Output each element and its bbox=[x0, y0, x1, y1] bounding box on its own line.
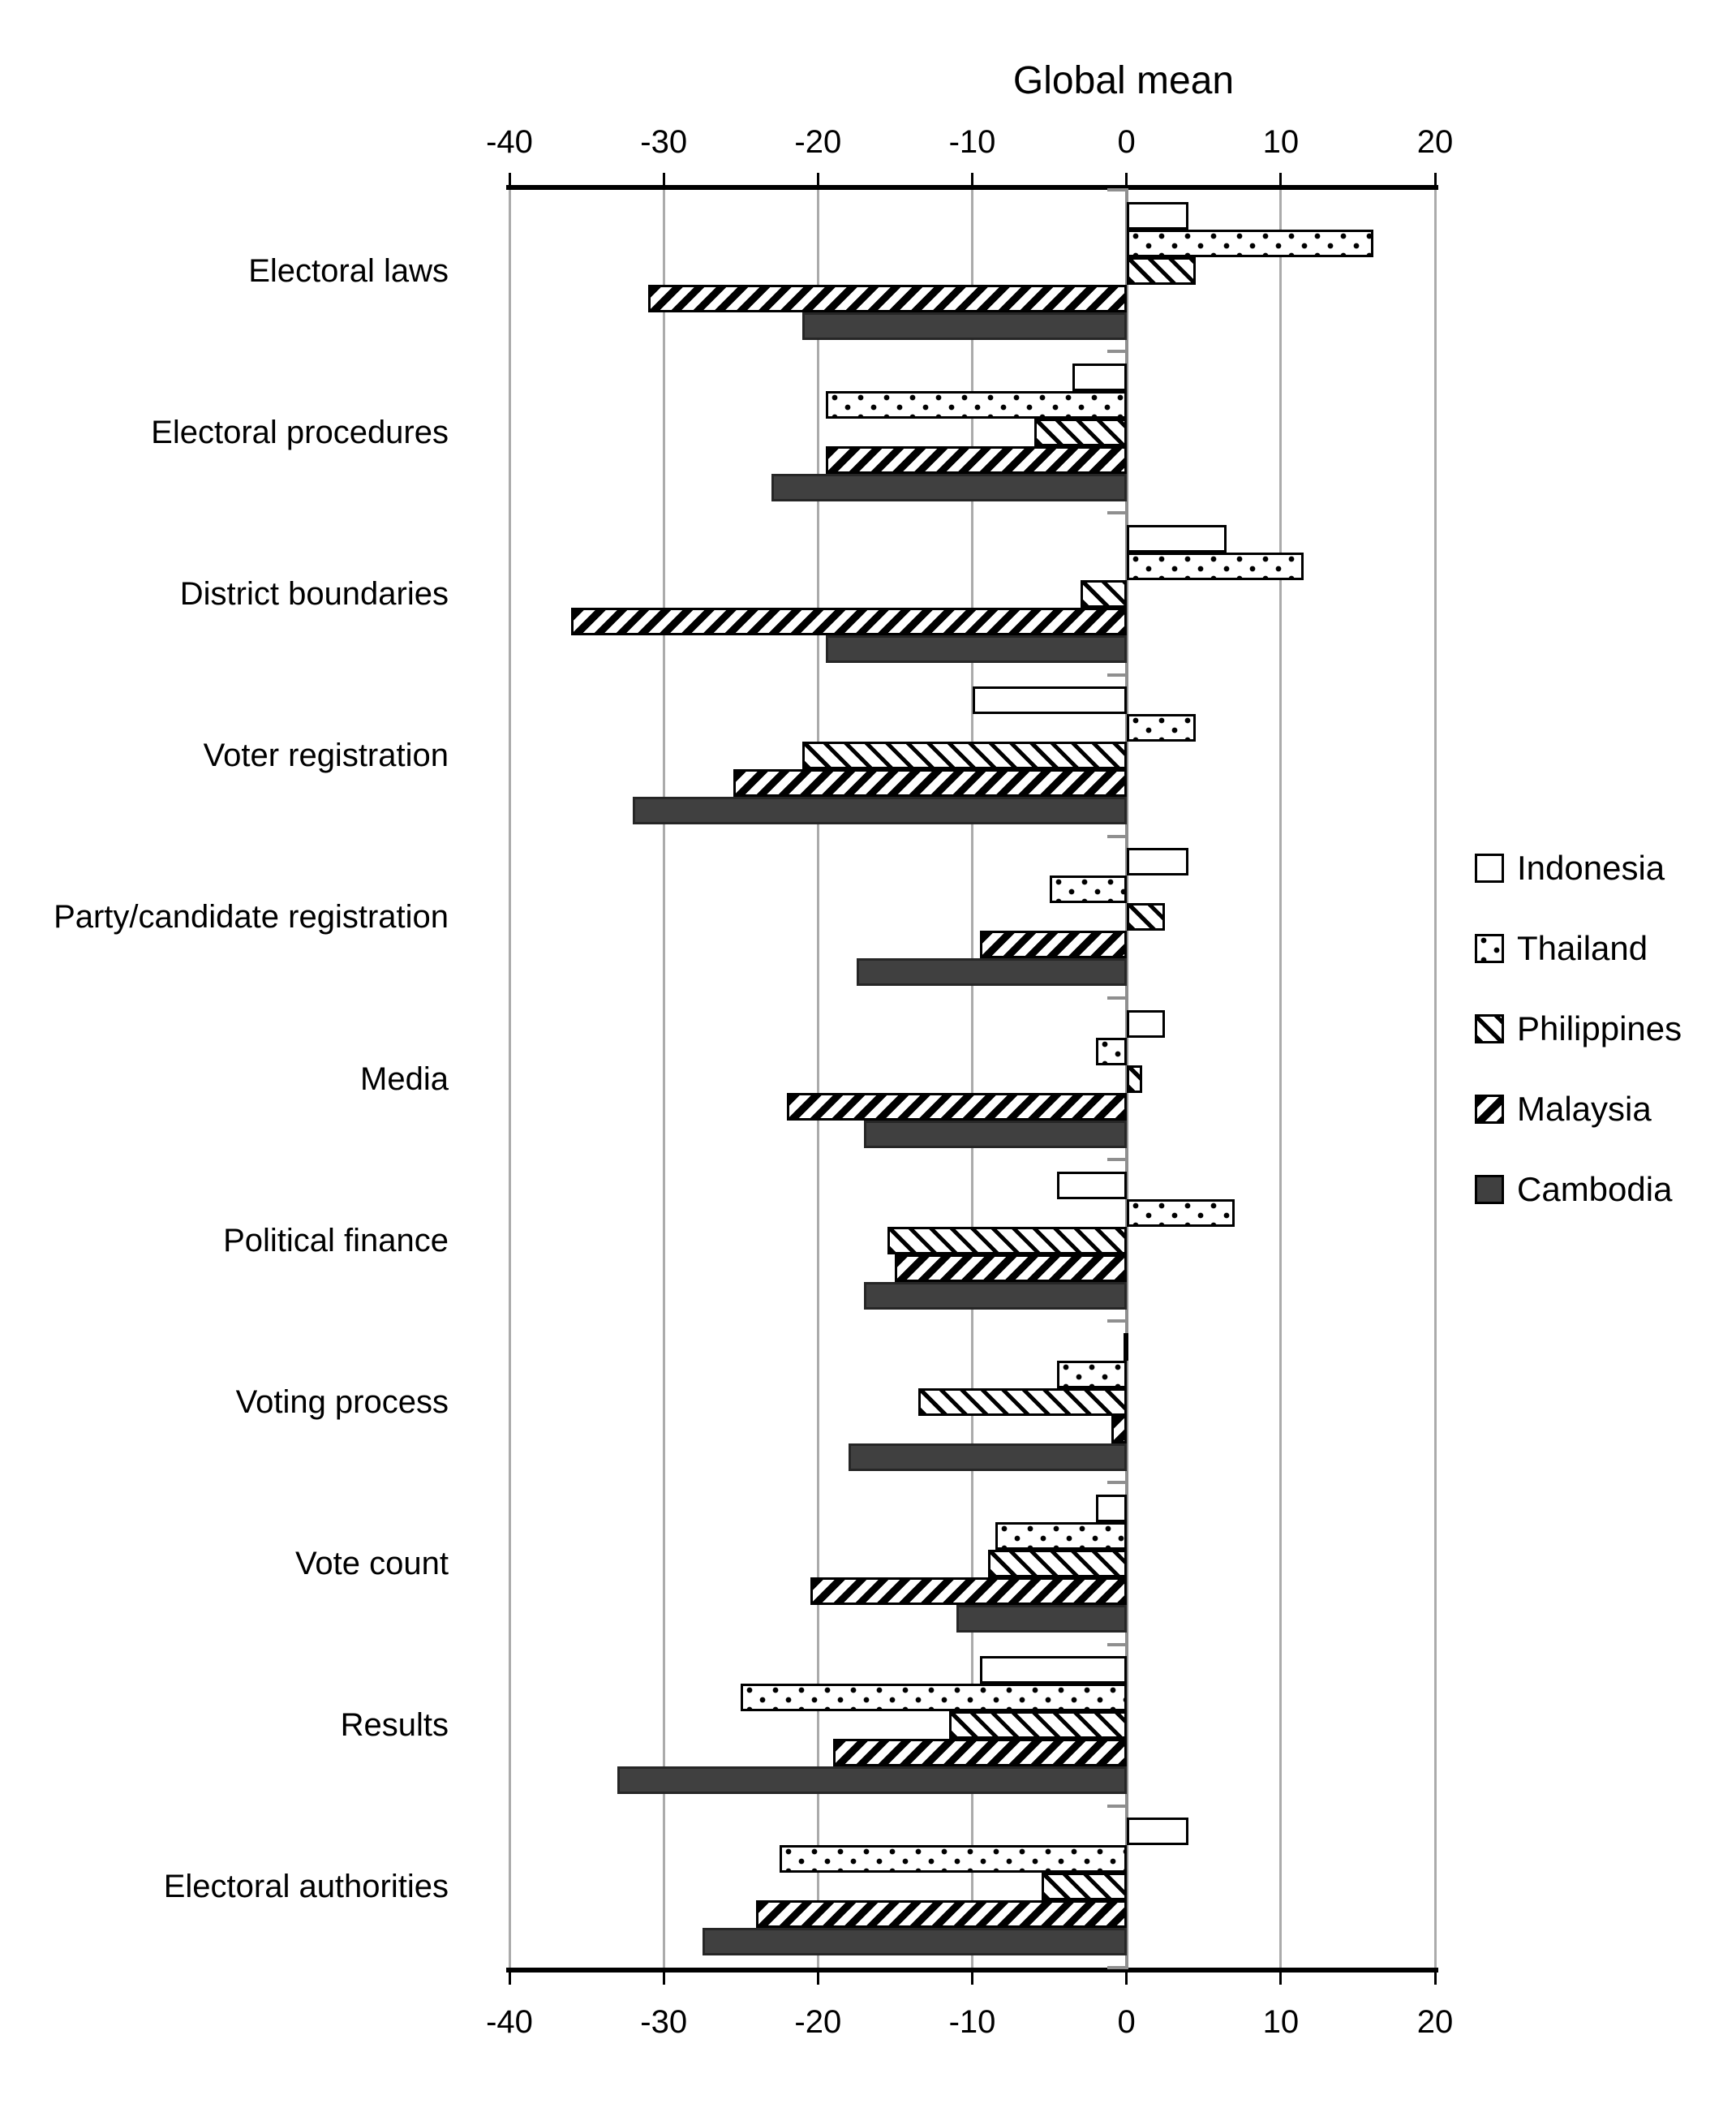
bar-thailand bbox=[1127, 230, 1373, 257]
legend-item bbox=[1475, 929, 1682, 968]
x-tick-label-bottom: -40 bbox=[486, 2004, 533, 2040]
bar-philippines bbox=[1081, 580, 1127, 608]
bar-malaysia bbox=[571, 608, 1127, 635]
category-label: Results bbox=[340, 1707, 449, 1744]
category-label: Vote count bbox=[294, 1546, 449, 1582]
bar-thailand bbox=[1127, 553, 1304, 580]
bar-cambodia bbox=[703, 1928, 1127, 1955]
category-tick bbox=[1107, 996, 1128, 1000]
x-tick-label-top: -10 bbox=[948, 124, 996, 160]
bar-thailand bbox=[1050, 875, 1127, 903]
legend-label: Cambodia bbox=[1517, 1170, 1673, 1208]
bar-philippines bbox=[1127, 903, 1166, 931]
bar-thailand bbox=[1127, 714, 1197, 742]
bar-cambodia bbox=[956, 1605, 1126, 1633]
bar-malaysia bbox=[895, 1254, 1126, 1282]
bar-malaysia bbox=[648, 285, 1127, 312]
bar-indonesia bbox=[1096, 1495, 1127, 1522]
category-tick bbox=[1107, 1319, 1128, 1323]
x-tick-label-bottom: -10 bbox=[948, 2004, 996, 2040]
category-label: Electoral authorities bbox=[163, 1869, 449, 1905]
category-axis bbox=[0, 190, 509, 1968]
category-label: District boundaries bbox=[179, 575, 449, 612]
bar-thailand bbox=[741, 1684, 1126, 1711]
bar-cambodia bbox=[826, 635, 1127, 663]
bar-thailand bbox=[826, 391, 1127, 419]
bar-indonesia bbox=[1124, 1333, 1128, 1361]
axis-tick bbox=[663, 173, 665, 185]
gridline bbox=[1434, 190, 1437, 1968]
bar-philippines bbox=[1127, 1065, 1142, 1093]
bar-indonesia bbox=[1127, 1010, 1166, 1038]
category-tick bbox=[1107, 1966, 1128, 1969]
legend-swatch-indonesia bbox=[1475, 854, 1504, 883]
bar-indonesia bbox=[1127, 202, 1188, 230]
legend-item bbox=[1475, 1170, 1682, 1209]
x-tick-label-bottom: -30 bbox=[640, 2004, 688, 2040]
bar-malaysia bbox=[980, 931, 1127, 958]
x-tick-label-top: 10 bbox=[1262, 124, 1300, 160]
axis-tick bbox=[971, 1972, 973, 1985]
category-tick bbox=[1107, 188, 1128, 191]
x-tick-label-top: 0 bbox=[1117, 124, 1136, 160]
legend-item bbox=[1475, 1009, 1682, 1048]
x-tick-label-top: -30 bbox=[640, 124, 688, 160]
bar-indonesia bbox=[1127, 848, 1188, 875]
bar-philippines bbox=[1034, 419, 1127, 446]
x-tick-label-bottom: 20 bbox=[1416, 2004, 1454, 2040]
category-tick bbox=[1107, 511, 1128, 514]
category-tick bbox=[1107, 1643, 1128, 1646]
legend-swatch-thailand bbox=[1475, 934, 1504, 963]
bar-thailand bbox=[1096, 1038, 1127, 1065]
bar-thailand bbox=[995, 1522, 1127, 1550]
axis-tick bbox=[1434, 173, 1437, 185]
axis-line-top bbox=[506, 185, 1438, 190]
x-tick-label-top: 20 bbox=[1416, 124, 1454, 160]
axis-tick bbox=[1125, 173, 1128, 185]
bar-cambodia bbox=[771, 474, 1126, 501]
legend-label: Philippines bbox=[1517, 1009, 1682, 1048]
legend-swatch-cambodia bbox=[1475, 1175, 1504, 1204]
bar-philippines bbox=[802, 742, 1126, 769]
bar-cambodia bbox=[802, 312, 1126, 340]
axis-tick bbox=[1125, 1972, 1128, 1985]
bar-philippines bbox=[918, 1388, 1127, 1416]
category-tick bbox=[1107, 1481, 1128, 1484]
category-tick bbox=[1107, 673, 1128, 677]
category-tick bbox=[1107, 835, 1128, 838]
axis-tick bbox=[1279, 1972, 1282, 1985]
bar-malaysia bbox=[787, 1093, 1126, 1121]
x-tick-label-bottom: 10 bbox=[1262, 2004, 1300, 2040]
bar-cambodia bbox=[849, 1443, 1126, 1471]
axis-tick bbox=[817, 173, 819, 185]
category-tick bbox=[1107, 1158, 1128, 1161]
category-label: Voting process bbox=[235, 1383, 449, 1420]
bar-indonesia bbox=[1127, 1818, 1188, 1845]
bar-cambodia bbox=[857, 958, 1127, 986]
category-tick bbox=[1107, 1805, 1128, 1808]
bar-malaysia bbox=[833, 1739, 1126, 1766]
legend-swatch-philippines bbox=[1475, 1014, 1504, 1043]
category-label: Electoral laws bbox=[248, 252, 449, 289]
bar-philippines bbox=[1042, 1873, 1127, 1900]
bar-thailand bbox=[780, 1845, 1127, 1873]
bar-philippines bbox=[887, 1227, 1127, 1254]
axis-tick bbox=[509, 1972, 511, 1985]
bar-indonesia bbox=[973, 686, 1127, 714]
bar-cambodia bbox=[864, 1121, 1126, 1148]
bar-indonesia bbox=[1072, 364, 1127, 391]
bar-indonesia bbox=[1127, 525, 1227, 553]
bar-philippines bbox=[949, 1711, 1127, 1739]
legend-label: Malaysia bbox=[1517, 1090, 1652, 1128]
axis-tick bbox=[817, 1972, 819, 1985]
gridline bbox=[663, 190, 665, 1968]
bar-malaysia bbox=[756, 1900, 1126, 1928]
chart-title: Global mean bbox=[1012, 59, 1235, 102]
bar-malaysia bbox=[1111, 1416, 1127, 1443]
gridline bbox=[1279, 190, 1282, 1968]
axis-tick bbox=[509, 173, 511, 185]
bar-malaysia bbox=[733, 769, 1127, 797]
x-tick-label-bottom: -20 bbox=[794, 2004, 842, 2040]
axis-tick bbox=[1279, 173, 1282, 185]
axis-tick bbox=[663, 1972, 665, 1985]
legend-swatch-malaysia bbox=[1475, 1095, 1504, 1124]
category-tick bbox=[1107, 350, 1128, 353]
bar-philippines bbox=[1127, 257, 1197, 285]
bar-cambodia bbox=[633, 797, 1127, 824]
axis-line-bottom bbox=[506, 1968, 1438, 1972]
x-tick-label-top: -20 bbox=[794, 124, 842, 160]
bar-thailand bbox=[1127, 1199, 1235, 1227]
bar-cambodia bbox=[617, 1766, 1127, 1794]
plot-area bbox=[486, 124, 1454, 2040]
category-label: Media bbox=[360, 1060, 449, 1097]
bar-thailand bbox=[1057, 1361, 1127, 1388]
legend-label: Thailand bbox=[1517, 929, 1648, 967]
x-tick-label-bottom: 0 bbox=[1117, 2004, 1136, 2040]
legend bbox=[1475, 849, 1682, 1209]
bar-indonesia bbox=[1057, 1172, 1127, 1199]
bar-malaysia bbox=[810, 1577, 1127, 1605]
category-label: Electoral procedures bbox=[151, 414, 449, 450]
category-label: Party/candidate registration bbox=[54, 899, 449, 936]
legend-item bbox=[1475, 1090, 1682, 1129]
axis-tick bbox=[1434, 1972, 1437, 1985]
legend-label: Indonesia bbox=[1517, 849, 1665, 887]
bar-cambodia bbox=[864, 1282, 1126, 1310]
legend-item bbox=[1475, 849, 1682, 888]
x-tick-label-top: -40 bbox=[486, 124, 533, 160]
bar-philippines bbox=[988, 1550, 1127, 1577]
bar-malaysia bbox=[826, 446, 1127, 474]
axis-tick bbox=[971, 173, 973, 185]
category-label: Political finance bbox=[223, 1222, 449, 1258]
category-label: Voter registration bbox=[203, 738, 449, 774]
bar-indonesia bbox=[980, 1656, 1127, 1684]
